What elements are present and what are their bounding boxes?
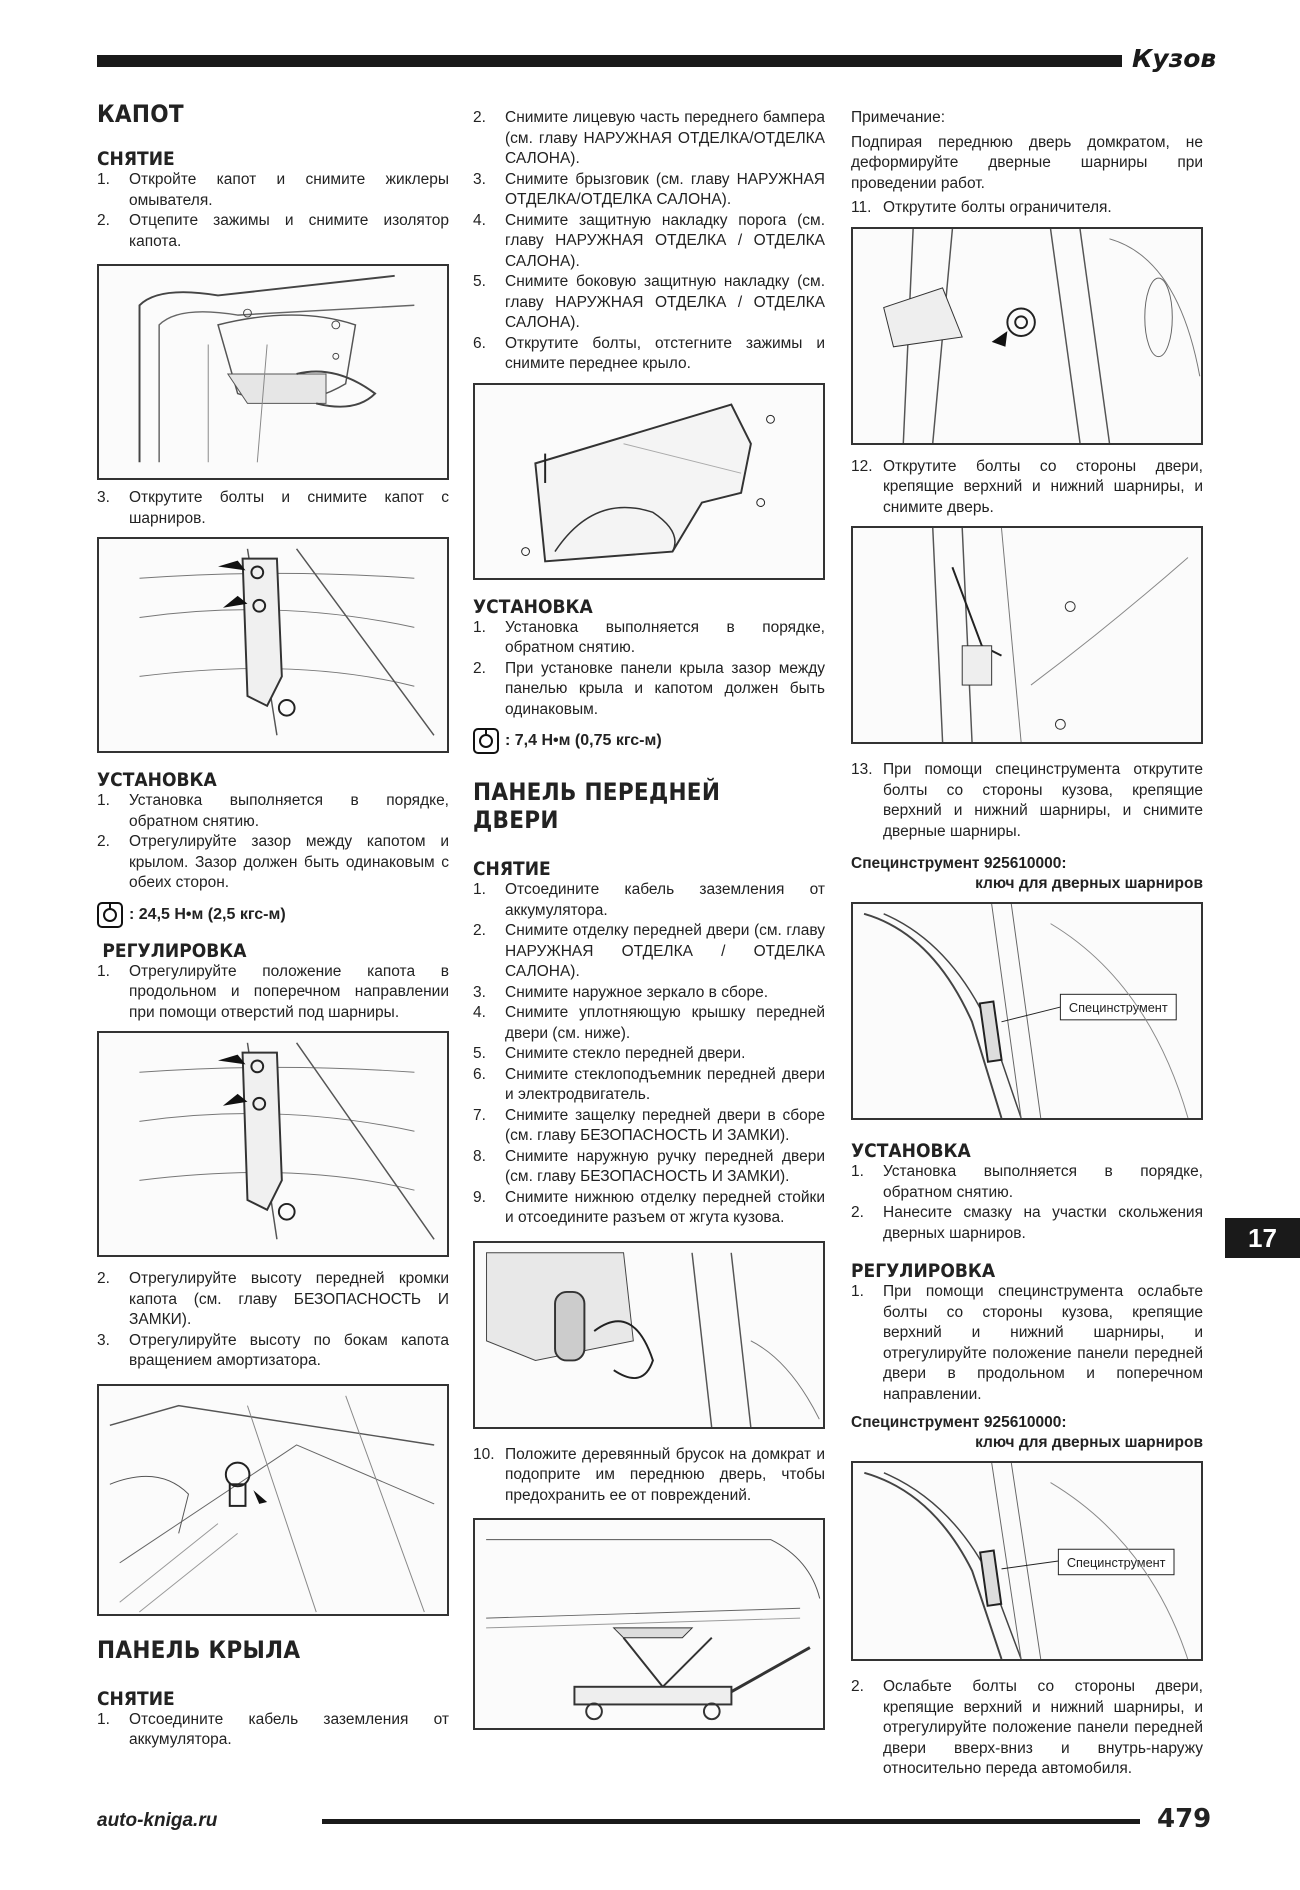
- section-title: Кузов: [1132, 44, 1217, 73]
- door-removal-list-2: [473, 1445, 825, 1507]
- list-item: [473, 272, 825, 334]
- figure-hood-bumper: [97, 1384, 449, 1616]
- pillar-connector-illustration: [475, 1243, 823, 1427]
- page-number: 479: [1157, 1804, 1212, 1834]
- fender-torque-spec: [473, 728, 825, 754]
- item-text: Отсоедините кабель заземления от аккумулятора.: [129, 1710, 449, 1748]
- item-text: Снимите наружное зеркало в сборе.: [505, 983, 769, 1001]
- item-text: При установке панели крыла зазор между панелью крыла и капотом должен быть одинаковым.: [505, 659, 825, 718]
- list-item: [851, 198, 1203, 219]
- item-number: 12.: [851, 457, 873, 475]
- item-text: Снимите брызговик (см. главу НАРУЖНАЯ ОТДЕЛКА/ОТДЕЛКА САЛОНА).: [505, 170, 825, 208]
- figure-pillar-connector: [473, 1241, 825, 1429]
- door-install-heading: УСТАНОВКА: [851, 1140, 971, 1162]
- hood-removal-list: [97, 170, 449, 252]
- item-number: 5.: [473, 273, 486, 290]
- special-tool-2-number: Специнструмент 925610000:: [851, 1414, 1067, 1431]
- item-text: Снимите боковую защитную накладку (см. главу НАРУЖНАЯ ОТДЕЛКА / ОТДЕЛКА САЛОНА).: [505, 273, 825, 331]
- list-item: [97, 1331, 449, 1372]
- hood-install-heading: УСТАНОВКА: [97, 769, 217, 791]
- item-text: Снимите лицевую часть переднего бампера (см. главу НАРУЖНАЯ ОТДЕЛКА/ОТДЕЛКА САЛОНА).: [505, 109, 825, 167]
- list-item: [473, 1044, 825, 1065]
- header-rule: [97, 55, 1122, 67]
- item-text: Снимите наружную ручку передней двери (см. главу БЕЗОПАСНОСТЬ И ЗАМКИ).: [505, 1147, 825, 1185]
- figure-hinge-tool-2: [851, 1461, 1203, 1661]
- item-text: Ослабьте болты со стороны двери, крепящие верхний и нижний шарниры, и отрегулируйте положение панели передней двери вверх-вниз и внутрь-наружу относительно переда автомобиля.: [883, 1678, 1203, 1777]
- hood-adjust-list: [97, 962, 449, 1024]
- item-text: Отрегулируйте высоту передней кромки капота (см. главу БЕЗОПАСНОСТЬ И ЗАМКИ).: [129, 1270, 449, 1328]
- note-text: Подпирая переднюю дверь домкратом, не деформируйте дверные шарниры при проведении работ.: [851, 133, 1203, 192]
- item-text: При помощи специнструмента ослабьте болты со стороны кузова, крепящие верхний и нижний шарниры, и отрегулируйте положение панели передней двери в продольном и поперечном направлении.: [883, 1283, 1203, 1403]
- figure-hood-hinge-bolts: [97, 537, 449, 753]
- item-text: Снимите уплотняющую крышку передней двери (см. ниже).: [505, 1004, 825, 1042]
- door-install-list: [851, 1162, 1203, 1244]
- item-number: 3.: [473, 983, 486, 1001]
- list-item: [473, 1065, 825, 1106]
- hood-washer-illustration: [99, 266, 447, 478]
- list-item: [473, 618, 825, 659]
- item-number: 1.: [97, 1710, 110, 1728]
- figure-door-hinge-bolts: [851, 526, 1203, 744]
- figure-front-fender: [473, 383, 825, 580]
- item-number: 3.: [97, 1331, 110, 1349]
- special-tool-1-name: ключ для дверных шарниров: [975, 875, 1203, 892]
- item-number: 1.: [473, 881, 486, 898]
- list-item: [851, 457, 1203, 519]
- list-item: [473, 1147, 825, 1188]
- fender-install-heading: УСТАНОВКА: [473, 595, 593, 618]
- item-number: 1.: [851, 1283, 864, 1300]
- item-text: Открутите болты ограничителя.: [883, 199, 1112, 216]
- hood-adjust-illustration: [99, 1033, 447, 1255]
- list-item: [97, 791, 449, 832]
- door-list-13: [851, 760, 1203, 842]
- item-number: 2.: [97, 212, 110, 229]
- list-item: [851, 1162, 1203, 1203]
- item-text: Установка выполняется в порядке, обратном снятию.: [505, 618, 825, 656]
- item-text: Отрегулируйте высоту по бокам капота вращением амортизатора.: [129, 1331, 449, 1369]
- list-item: [473, 880, 825, 921]
- fender-removal-heading: СНЯТИЕ: [97, 1687, 175, 1710]
- list-item: [97, 962, 449, 1024]
- item-text: Снимите защитную накладку порога (см. главу НАРУЖНАЯ ОТДЕЛКА / ОТДЕЛКА САЛОНА).: [505, 211, 825, 270]
- list-item: [473, 983, 825, 1004]
- item-text: Снимите нижнюю отделку передней стойки и отсоедините разъем от жгута кузова.: [505, 1188, 825, 1226]
- door-removal-list: [473, 880, 825, 1229]
- door-adjust-heading: РЕГУЛИРОВКА: [851, 1260, 996, 1282]
- item-text: Положите деревянный брусок на домкрат и подоприте им переднюю дверь, чтобы предохранить ее от повреждений.: [505, 1445, 825, 1504]
- item-text: Открутите болты и снимите капот с шарниров.: [129, 489, 449, 527]
- figure-hinge-tool-1: [851, 902, 1203, 1120]
- chapter-tab: 17: [1225, 1218, 1300, 1258]
- list-item: [473, 1003, 825, 1044]
- item-number: 5.: [473, 1045, 486, 1062]
- torque-wrench-icon: [97, 902, 123, 928]
- item-number: 13.: [851, 761, 873, 778]
- figure-door-jack: [473, 1518, 825, 1730]
- figure-hood-hinge-adjust: [97, 1031, 449, 1257]
- door-jack-illustration: [475, 1520, 823, 1728]
- special-tool-1-number: Специнструмент 925610000:: [851, 855, 1067, 872]
- item-number: 6.: [473, 1065, 486, 1083]
- list-item: [97, 488, 449, 529]
- list-item: [851, 1677, 1203, 1780]
- special-tool-1: [851, 854, 1203, 894]
- hood-removal-heading: СНЯТИЕ: [97, 148, 175, 170]
- door-adjust-list-2: [851, 1677, 1203, 1780]
- list-item: [473, 1188, 825, 1229]
- hood-heading: КАПОТ: [97, 100, 184, 128]
- figure-hood-washer: [97, 264, 449, 480]
- callout-special-tool-2: Специнструмент: [1066, 1554, 1166, 1570]
- item-text: Установка выполняется в порядке, обратном снятию.: [883, 1163, 1203, 1201]
- door-removal-heading: СНЯТИЕ: [473, 858, 551, 880]
- footer-rule: [322, 1819, 1140, 1824]
- item-text: Открутите болты со стороны двери, крепящие верхний и нижний шарниры, и снимите дверь.: [883, 457, 1203, 516]
- item-text: Установка выполняется в порядке, обратном снятию.: [129, 792, 449, 830]
- special-tool-2-name: ключ для дверных шарниров: [975, 1434, 1203, 1451]
- item-number: 7.: [473, 1106, 486, 1124]
- item-number: 1.: [97, 962, 110, 980]
- hood-hinge-illustration: [99, 539, 447, 751]
- fender-removal-list-cont: [473, 108, 825, 375]
- item-number: 2.: [473, 922, 486, 939]
- door-list-12: [851, 457, 1203, 519]
- item-number: 4.: [473, 211, 486, 229]
- item-number: 11.: [851, 199, 872, 216]
- item-number: 8.: [473, 1147, 486, 1165]
- item-text: Снимите защелку передней двери в сборе (см. главу БЕЗОПАСНОСТЬ И ЗАМКИ).: [505, 1106, 825, 1144]
- item-text: Откройте капот и снимите жиклеры омывателя.: [129, 171, 449, 209]
- item-text: Снимите стеклоподъемник передней двери и электродвигатель.: [505, 1065, 825, 1103]
- list-item: [97, 832, 449, 894]
- item-number: 1.: [97, 792, 110, 809]
- hood-adjust-list-2: [97, 1269, 449, 1372]
- note-label: Примечание:: [851, 109, 946, 126]
- fender-install-list: [473, 618, 825, 721]
- list-item: [473, 659, 825, 721]
- callout-special-tool-1: Специнструмент: [1068, 999, 1168, 1015]
- hood-install-list: [97, 791, 449, 894]
- item-number: 6.: [473, 334, 486, 352]
- front-door-heading: ПАНЕЛЬ ПЕРЕДНЕЙ ДВЕРИ: [473, 778, 721, 834]
- list-item: [851, 760, 1203, 842]
- list-item: [851, 1282, 1203, 1405]
- item-text: Снимите стекло передней двери.: [505, 1045, 746, 1062]
- hinge-tool-1-illustration: [853, 904, 1201, 1118]
- hood-removal-list-2: [97, 488, 449, 529]
- item-number: 2.: [851, 1678, 864, 1695]
- item-text: Нанесите смазку на участки скольжения дверных шарниров.: [883, 1204, 1203, 1242]
- item-text: Отсоедините кабель заземления от аккумулятора.: [505, 881, 825, 919]
- item-number: 2.: [851, 1204, 864, 1221]
- fender-heading: ПАНЕЛЬ КРЫЛА: [97, 1635, 301, 1664]
- special-tool-2: [851, 1413, 1203, 1453]
- figure-door-check-bolts: [851, 227, 1203, 445]
- item-number: 2.: [473, 109, 486, 126]
- item-number: 2.: [97, 1270, 110, 1287]
- column-1: [97, 100, 449, 1751]
- hood-adjust-heading: РЕГУЛИРОВКА: [102, 939, 247, 962]
- list-item: [473, 334, 825, 375]
- footer-site: auto-kniga.ru: [97, 1810, 218, 1831]
- fender-removal-list: [97, 1710, 449, 1751]
- item-number: 4.: [473, 1004, 486, 1021]
- list-item: [97, 170, 449, 211]
- list-item: [473, 1445, 825, 1507]
- list-item: [473, 921, 825, 983]
- list-item: [97, 1710, 449, 1751]
- item-number: 2.: [473, 659, 486, 677]
- item-number: 2.: [97, 833, 110, 850]
- fender-torque-value: : 7,4 Н•м (0,75 кгс-м): [505, 732, 662, 749]
- list-item: [473, 1106, 825, 1147]
- item-text: При помощи специнструмента открутите болты со стороны кузова, крепящие верхний и нижний шарниры, и снимите дверные шарниры.: [883, 761, 1203, 840]
- item-number: 1.: [851, 1163, 864, 1180]
- hood-torque-spec: [97, 902, 449, 928]
- item-text: Отцепите зажимы и снимите изолятор капота.: [129, 212, 449, 250]
- item-text: Отрегулируйте зазор между капотом и крылом. Зазор должен быть одинаковым с обеих сторон.: [129, 833, 449, 891]
- list-item: [851, 1203, 1203, 1244]
- column-3: [851, 108, 1203, 1780]
- hinge-tool-2-illustration: [853, 1463, 1201, 1659]
- door-hinge-illustration: [853, 528, 1201, 742]
- item-number: 3.: [473, 170, 486, 188]
- list-item: [473, 211, 825, 273]
- list-item: [473, 108, 825, 170]
- list-item: [97, 211, 449, 252]
- door-check-illustration: [853, 229, 1201, 443]
- item-number: 3.: [97, 489, 110, 506]
- item-text: Отрегулируйте положение капота в продольном и поперечном направлении при помощи отверстий под шарниры.: [129, 962, 449, 1021]
- item-number: 1.: [97, 171, 110, 188]
- door-adjust-list: [851, 1282, 1203, 1405]
- hood-torque-value: : 24,5 Н•м (2,5 кгс-м): [129, 905, 286, 923]
- item-number: 9.: [473, 1188, 486, 1206]
- door-list-11: [851, 198, 1203, 219]
- item-number: 1.: [473, 618, 486, 636]
- torque-wrench-icon: [473, 728, 499, 754]
- item-text: Снимите отделку передней двери (см. главу НАРУЖНАЯ ОТДЕЛКА / ОТДЕЛКА САЛОНА).: [505, 922, 825, 980]
- item-text: Открутите болты, отстегните зажимы и снимите переднее крыло.: [505, 334, 825, 372]
- column-2: [473, 108, 825, 1730]
- list-item: [97, 1269, 449, 1331]
- front-fender-illustration: [475, 385, 823, 578]
- list-item: [473, 170, 825, 211]
- item-number: 10.: [473, 1445, 495, 1463]
- hood-bumper-illustration: [99, 1386, 447, 1614]
